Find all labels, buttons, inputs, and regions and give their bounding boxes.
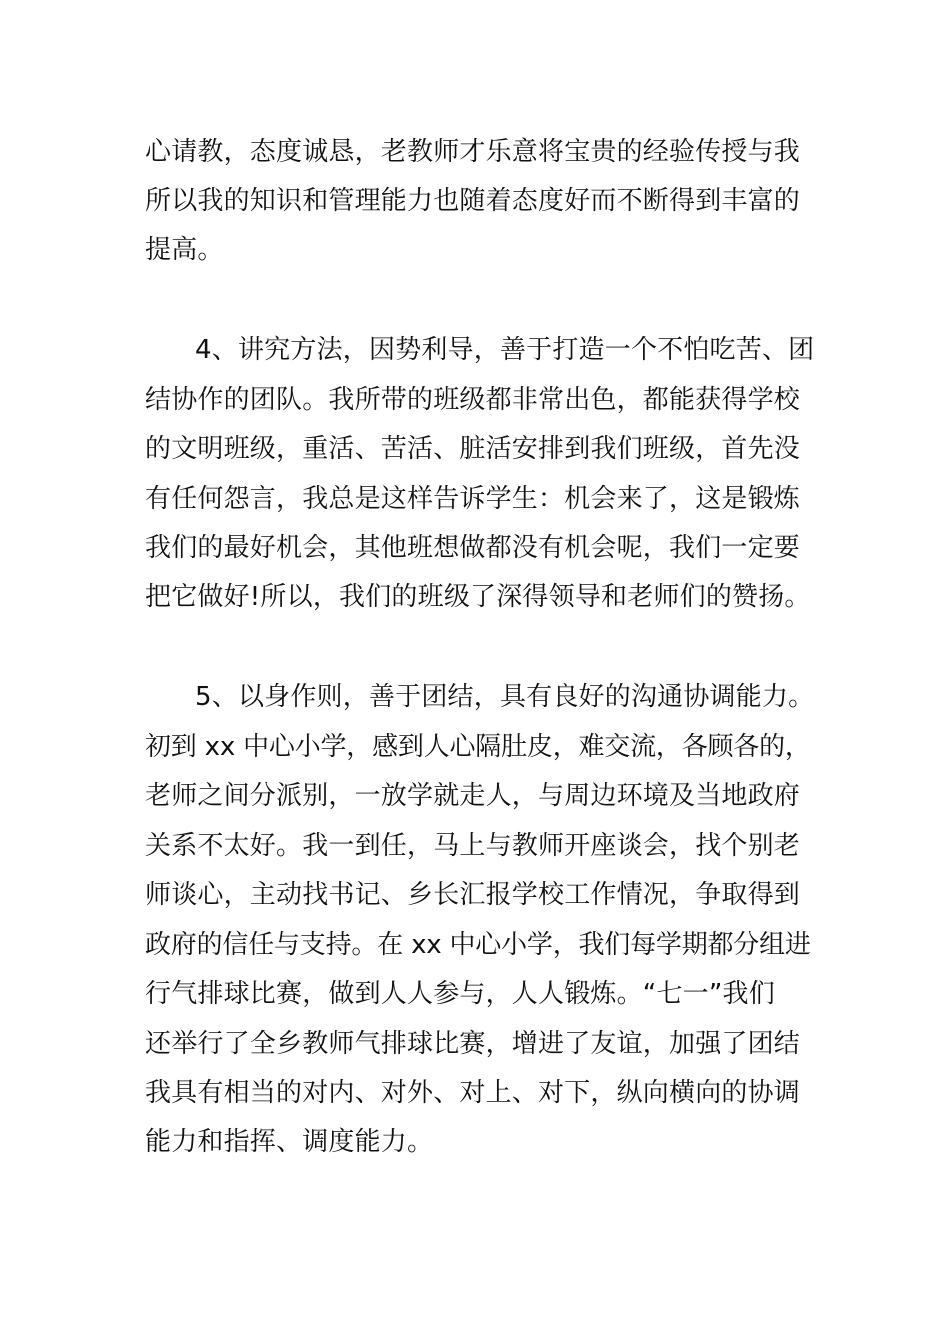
paragraph-2-line-6: 把它做好!所以，我们的班级了深得领导和老师们的赞扬。	[145, 582, 811, 612]
paragraph-3-line-9: 我具有相当的对内、对外、对上、对下，纵向横向的协调	[145, 1078, 801, 1108]
paragraph-3-line-1: 5、以身作则，善于团结，具有良好的沟通协调能力。	[195, 682, 815, 712]
paragraph-3-line-2: 初到 xx 中心小学，感到人心隔肚皮，难交流，各顾各的，	[145, 732, 811, 762]
paragraph-3-line-8: 还举行了全乡教师气排球比赛，增进了友谊，加强了团结	[145, 1029, 801, 1059]
paragraph-1-line-1: 心请教，态度诚恳，老教师才乐意将宝贵的经验传授与我	[145, 137, 801, 167]
paragraph-2-line-2: 结协作的团队。我所带的班级都非常出色，都能获得学校	[145, 385, 801, 415]
paragraph-3-line-10: 能力和指挥、调度能力。	[145, 1127, 434, 1157]
paragraph-1-line-3: 提高。	[145, 235, 224, 265]
paragraph-2-line-1: 4、讲究方法，因势利导，善于打造一个不怕吃苦、团	[195, 335, 815, 365]
paragraph-3-line-7: 行气排球比赛，做到人人参与，人人锻炼。“七一”我们	[145, 979, 775, 1009]
paragraph-2-line-3: 的文明班级，重活、苦活、脏活安排到我们班级，首先没	[145, 434, 801, 464]
paragraph-3-line-5: 师谈心，主动找书记、乡长汇报学校工作情况，争取得到	[145, 880, 801, 910]
paragraph-3-line-4: 关系不太好。我一到任，马上与教师开座谈会，找个别老	[145, 831, 801, 861]
paragraph-3-line-3: 老师之间分派别，一放学就走人，与周边环境及当地政府	[145, 781, 801, 811]
paragraph-3-line-6: 政府的信任与支持。在 xx 中心小学，我们每学期都分组进	[145, 930, 811, 960]
paragraph-2-line-4: 有任何怨言，我总是这样告诉学生：机会来了，这是锻炼	[145, 484, 801, 514]
paragraph-2-line-5: 我们的最好机会，其他班想做都没有机会呢，我们一定要	[145, 533, 801, 563]
paragraph-1-line-2: 所以我的知识和管理能力也随着态度好而不断得到丰富的	[145, 186, 801, 216]
